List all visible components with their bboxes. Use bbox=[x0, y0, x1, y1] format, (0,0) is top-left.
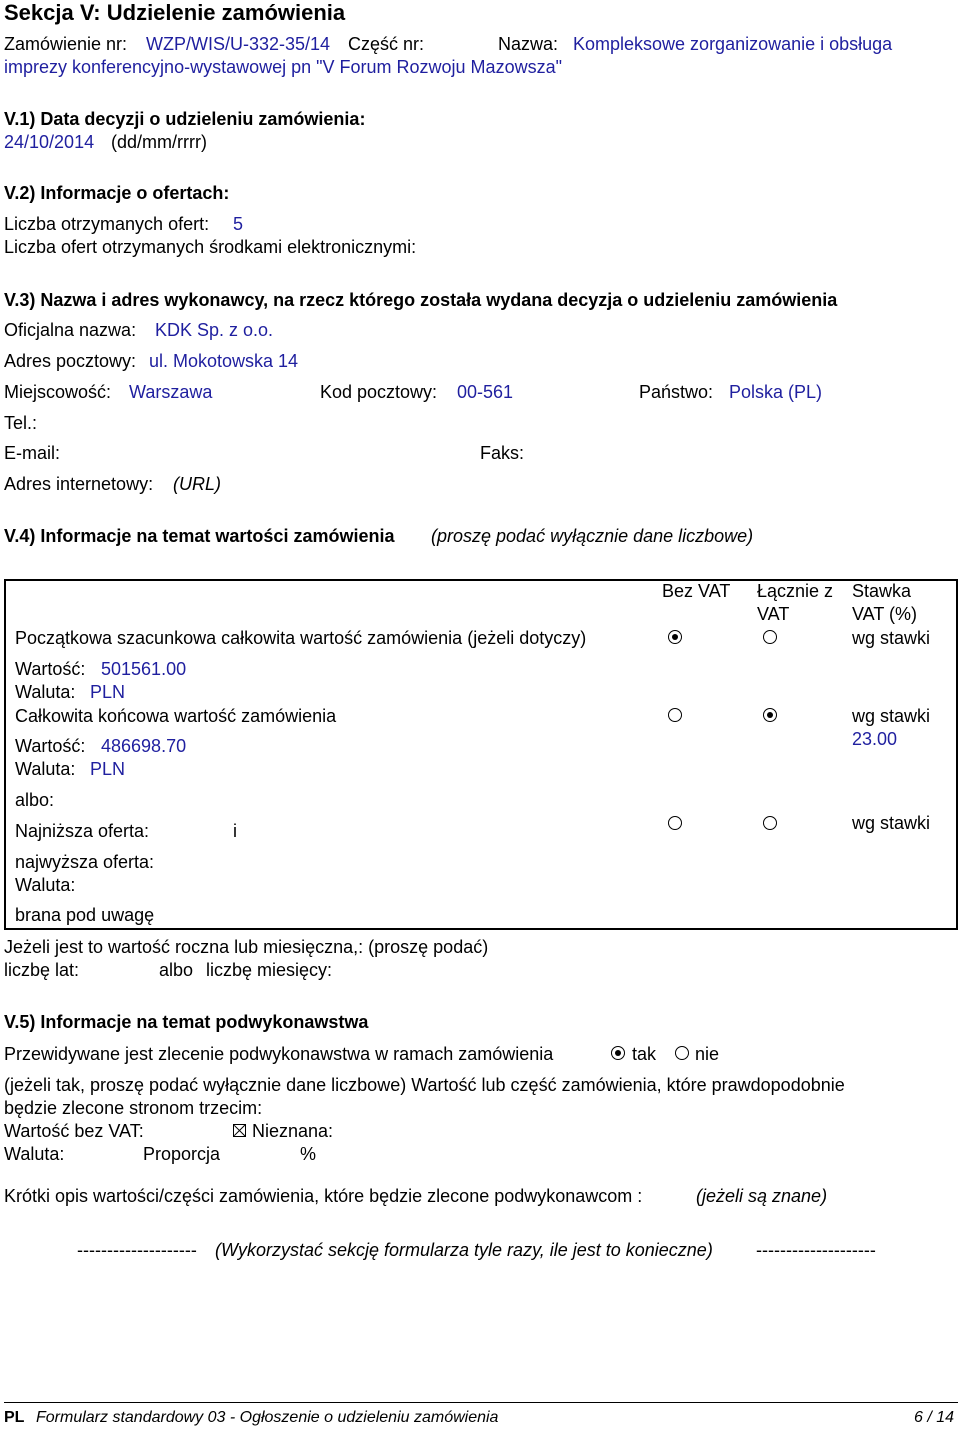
footer-form-name: Formularz standardowy 03 - Ogłoszenie o udzieleniu zamówienia bbox=[36, 1409, 499, 1426]
col-rate-header-1: Stawka bbox=[852, 581, 912, 601]
final-currency-label: Waluta: bbox=[15, 759, 76, 779]
initial-currency: PLN bbox=[90, 682, 126, 702]
order-name-line1: Kompleksowe zorganizowanie i obsługa bbox=[573, 34, 893, 54]
final-rate: wg stawki bbox=[852, 706, 931, 726]
initial-amount-label: Wartość: bbox=[15, 659, 86, 679]
city: Warszawa bbox=[129, 382, 213, 402]
unknown-label: Nieznana: bbox=[252, 1121, 334, 1141]
country-label: Państwo: bbox=[639, 382, 714, 402]
dashes-left: -------------------- bbox=[77, 1240, 197, 1260]
final-rate-value: 23.00 bbox=[852, 729, 898, 749]
subcontract-description-hint: (jeżeli są znane) bbox=[696, 1186, 828, 1206]
postal-code: 00-561 bbox=[457, 382, 514, 402]
order-nr-label: Zamówienie nr: bbox=[4, 34, 128, 54]
postal-label: Kod pocztowy: bbox=[320, 382, 438, 402]
v4-heading: V.4) Informacje na temat wartości zamówienia bbox=[4, 526, 395, 546]
v5-heading: V.5) Informacje na temat podwykonawstwa bbox=[4, 1012, 369, 1032]
col-net-header: Bez VAT bbox=[662, 581, 731, 601]
repeat-note: (Wykorzystać sekcję formularza tyle razy, ile jest to konieczne) bbox=[215, 1240, 713, 1260]
order-name-line2: imprezy konferencyjno-wystawowej pn "V Forum Rozwoju Mazowsza" bbox=[4, 57, 562, 77]
v4-heading-hint: (proszę podać wyłącznie dane liczbowe) bbox=[431, 526, 754, 546]
offers-count: 5 bbox=[233, 214, 244, 234]
final-value-label: Całkowita końcowa wartość zamówienia bbox=[15, 706, 337, 726]
www-label: Adres internetowy: bbox=[4, 474, 154, 494]
decision-date: 24/10/2014 bbox=[4, 132, 95, 152]
unknown-checkbox[interactable] bbox=[233, 1124, 246, 1137]
col-rate-header-2: VAT (%) bbox=[852, 604, 918, 624]
fax-label: Faks: bbox=[480, 443, 525, 463]
offers-label: Liczba otrzymanych ofert: bbox=[4, 214, 210, 234]
section-title: Sekcja V: Udzielenie zamówienia bbox=[4, 0, 346, 25]
dashes-right: -------------------- bbox=[756, 1240, 876, 1260]
subcontract-note-line1: (jeżeli tak, proszę podać wyłącznie dane liczbowe) Wartość lub część zamówienia, które prawdopodobnie bbox=[4, 1075, 845, 1095]
initial-rate: wg stawki bbox=[852, 628, 931, 648]
or-label: albo: bbox=[15, 790, 55, 810]
considered-label: brana pod uwagę bbox=[15, 905, 155, 925]
initial-currency-label: Waluta: bbox=[15, 682, 76, 702]
subcontract-no-label: nie bbox=[695, 1044, 720, 1064]
or2-label: albo bbox=[159, 960, 194, 980]
address: ul. Mokotowska 14 bbox=[149, 351, 299, 371]
range-gross-radio[interactable] bbox=[763, 816, 777, 830]
v1-heading: V.1) Data decyzji o udzieleniu zamówienia: bbox=[4, 109, 366, 129]
footer-page-number: 6 / 14 bbox=[914, 1409, 955, 1426]
range-net-radio[interactable] bbox=[668, 816, 682, 830]
months-label: liczbę miesięcy: bbox=[206, 960, 333, 980]
final-net-radio[interactable] bbox=[668, 708, 682, 722]
city-label: Miejscowość: bbox=[4, 382, 112, 402]
footer-rule bbox=[4, 1402, 958, 1403]
and-label: i bbox=[233, 821, 237, 841]
subcontract-no-radio[interactable] bbox=[675, 1046, 689, 1060]
final-gross-radio[interactable] bbox=[763, 708, 777, 722]
range-currency-label: Waluta: bbox=[15, 875, 76, 895]
years-label: liczbę lat: bbox=[4, 960, 80, 980]
initial-amount: 501561.00 bbox=[101, 659, 187, 679]
country: Polska (PL) bbox=[729, 382, 823, 402]
proportion-label: Proporcja bbox=[143, 1144, 221, 1164]
subcontract-note-line2: będzie zlecone stronom trzecim: bbox=[4, 1098, 263, 1118]
date-format: (dd/mm/rrrr) bbox=[111, 132, 207, 152]
www-hint: (URL) bbox=[173, 474, 221, 494]
final-currency: PLN bbox=[90, 759, 126, 779]
final-amount: 486698.70 bbox=[101, 736, 187, 756]
subcontract-yes-radio[interactable] bbox=[611, 1046, 625, 1060]
highest-offer-label: najwyższa oferta: bbox=[15, 852, 155, 872]
tel-label: Tel.: bbox=[4, 413, 38, 433]
net-value-label: Wartość bez VAT: bbox=[4, 1121, 144, 1141]
v2-heading: V.2) Informacje o ofertach: bbox=[4, 183, 230, 203]
v3-heading: V.3) Nazwa i adres wykonawcy, na rzecz którego została wydana decyzja o udzieleniu zamówienia bbox=[4, 290, 838, 310]
col-gross-header-1: Łącznie z bbox=[757, 581, 834, 601]
lowest-offer-label: Najniższa oferta: bbox=[15, 821, 150, 841]
final-amount-label: Wartość: bbox=[15, 736, 86, 756]
col-gross-header-2: VAT bbox=[757, 604, 790, 624]
electronic-offers-label: Liczba ofert otrzymanych środkami elektronicznymi: bbox=[4, 237, 417, 257]
subcontract-description-label: Krótki opis wartości/części zamówienia, które będzie zlecone podwykonawcom : bbox=[4, 1186, 643, 1206]
initial-value-label: Początkowa szacunkowa całkowita wartość zamówienia (jeżeli dotyczy) bbox=[15, 628, 587, 648]
official-name-label: Oficjalna nazwa: bbox=[4, 320, 137, 340]
order-nr: WZP/WIS/U-332-35/14 bbox=[146, 34, 331, 54]
order-part-label: Część nr: bbox=[348, 34, 425, 54]
initial-net-radio[interactable] bbox=[668, 630, 682, 644]
percent-sign: % bbox=[300, 1144, 317, 1164]
subcontract-currency-label: Waluta: bbox=[4, 1144, 65, 1164]
initial-gross-radio[interactable] bbox=[763, 630, 777, 644]
subcontract-yes-label: tak bbox=[632, 1044, 657, 1064]
official-name: KDK Sp. z o.o. bbox=[155, 320, 274, 340]
subcontract-planned-label: Przewidywane jest zlecenie podwykonawstwa w ramach zamówienia bbox=[4, 1044, 554, 1064]
address-label: Adres pocztowy: bbox=[4, 351, 137, 371]
email-label: E-mail: bbox=[4, 443, 61, 463]
annual-note: Jeżeli jest to wartość roczna lub miesięczna,: (proszę podać) bbox=[4, 937, 489, 957]
range-rate: wg stawki bbox=[852, 813, 931, 833]
footer-lang: PL bbox=[4, 1409, 25, 1426]
order-name-label: Nazwa: bbox=[498, 34, 559, 54]
